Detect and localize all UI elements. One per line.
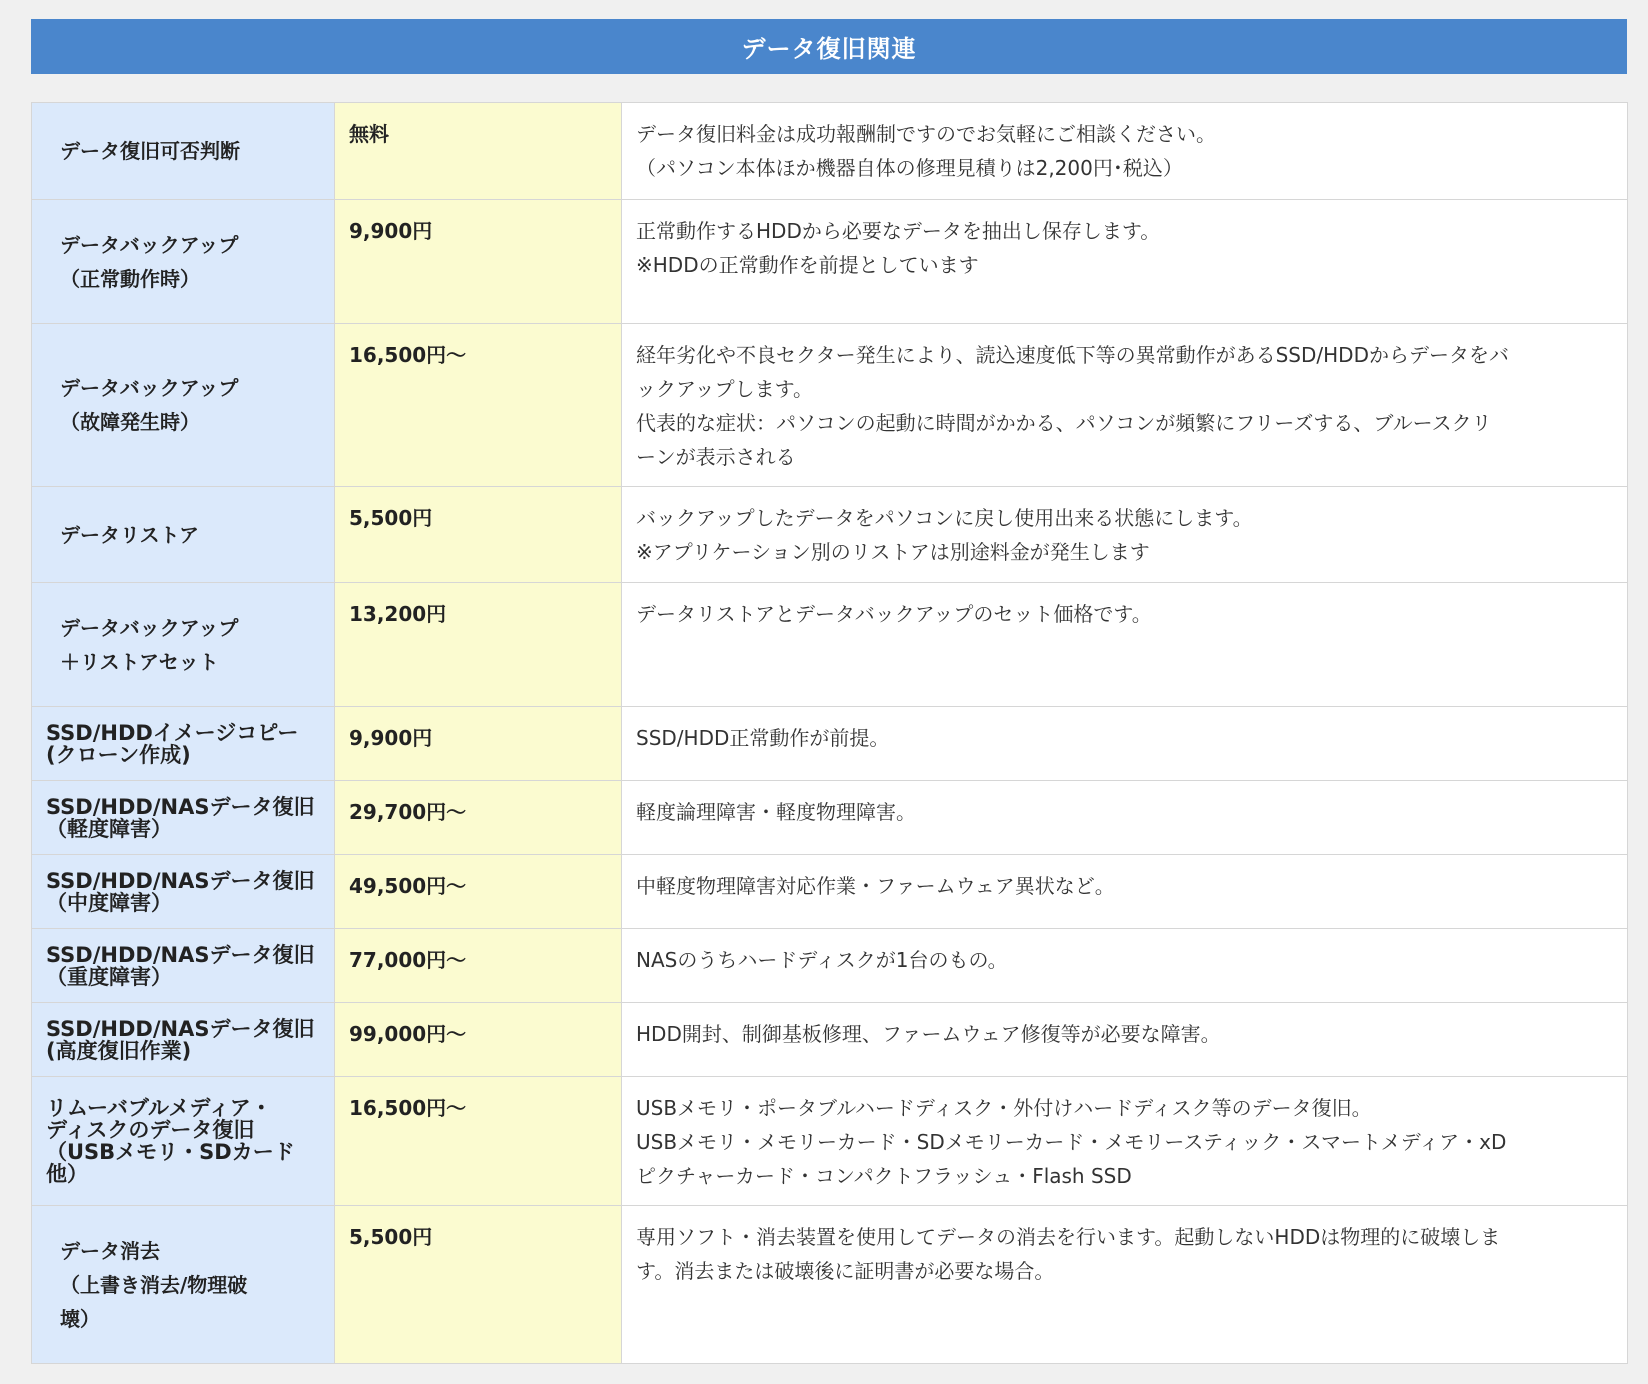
service-description: USBメモリ・ポータブルハードディスク・外付けハードディスク等のデータ復旧。 USBメモリ・メモリーカード・SDメモリーカード・メモリースティック・スマートメディア・xD ピクチャーカード・コンパクトフラッシュ・Flash SSD: [622, 1077, 1628, 1206]
table-row: [32, 781, 1628, 855]
service-name: SSD/HDD/NASデータ復旧 （重度障害）: [32, 929, 335, 1003]
service-name: リムーバブルメディア・ ディスクのデータ復旧 （USBメモリ・SDカード 他）: [32, 1077, 335, 1206]
service-description: 専用ソフト・消去装置を使用してデータの消去を行います。起動しないHDDは物理的に破壊しま す。消去または破壊後に証明書が必要な場合。: [622, 1206, 1628, 1364]
service-name: データ消去 （上書き消去/物理破 壊）: [32, 1206, 335, 1364]
table-row: [32, 929, 1628, 1003]
service-price: 9,900円: [335, 200, 622, 324]
service-description: データリストアとデータバックアップのセット価格です。: [622, 583, 1628, 707]
service-description: データ復旧料金は成功報酬制ですのでお気軽にご相談ください。 （パソコン本体ほか機器自体の修理見積りは2,200円･税込）: [622, 103, 1628, 200]
service-price: 13,200円: [335, 583, 622, 707]
service-name: データリストア: [32, 487, 335, 583]
service-price: 99,000円〜: [335, 1003, 622, 1077]
service-name: SSD/HDD/NASデータ復旧 （中度障害）: [32, 855, 335, 929]
service-name: SSD/HDDイメージコピー (クローン作成): [32, 707, 335, 781]
service-description: バックアップしたデータをパソコンに戻し使用出来る状態にします。 ※アプリケーション別のリストアは別途料金が発生します: [622, 487, 1628, 583]
service-description: HDD開封、制御基板修理、ファームウェア修復等が必要な障害。: [622, 1003, 1628, 1077]
table-row: [32, 200, 1628, 324]
service-price: 16,500円〜: [335, 1077, 622, 1206]
service-name: データバックアップ （正常動作時）: [32, 200, 335, 324]
service-price: 49,500円〜: [335, 855, 622, 929]
table-row: [32, 583, 1628, 707]
service-price: 無料: [335, 103, 622, 200]
service-description: 正常動作するHDDから必要なデータを抽出し保存します。 ※HDDの正常動作を前提としています: [622, 200, 1628, 324]
table-row: [32, 855, 1628, 929]
service-price: 16,500円〜: [335, 324, 622, 487]
service-price: 9,900円: [335, 707, 622, 781]
table-row: [32, 1003, 1628, 1077]
service-description: NASのうちハードディスクが1台のもの。: [622, 929, 1628, 1003]
service-description: 経年劣化や不良セクター発生により、読込速度低下等の異常動作があるSSD/HDDからデータをバ ックアップします。 代表的な症状：パソコンの起動に時間がかかる、パソコンが頻繁にフリーズする、ブルースクリ ーンが表示される: [622, 324, 1628, 487]
service-name: データバックアップ （故障発生時）: [32, 324, 335, 487]
service-price: 29,700円〜: [335, 781, 622, 855]
service-name: SSD/HDD/NASデータ復旧 (高度復旧作業): [32, 1003, 335, 1077]
service-description: 中軽度物理障害対応作業・ファームウェア異状など。: [622, 855, 1628, 929]
service-price: 77,000円〜: [335, 929, 622, 1003]
table-row: [32, 707, 1628, 781]
table-row: [32, 103, 1628, 200]
service-description: SSD/HDD正常動作が前提。: [622, 707, 1628, 781]
service-name: データバックアップ ＋リストアセット: [32, 583, 335, 707]
section-title: データ復旧関連: [31, 19, 1627, 74]
service-price: 5,500円: [335, 487, 622, 583]
service-name: SSD/HDD/NASデータ復旧 （軽度障害）: [32, 781, 335, 855]
table-row: [32, 1077, 1628, 1206]
service-description: 軽度論理障害・軽度物理障害。: [622, 781, 1628, 855]
price-table: [31, 102, 1628, 1364]
table-row: [32, 487, 1628, 583]
service-name: データ復旧可否判断: [32, 103, 335, 200]
table-row: [32, 324, 1628, 487]
service-price: 5,500円: [335, 1206, 622, 1364]
table-row: [32, 1206, 1628, 1364]
